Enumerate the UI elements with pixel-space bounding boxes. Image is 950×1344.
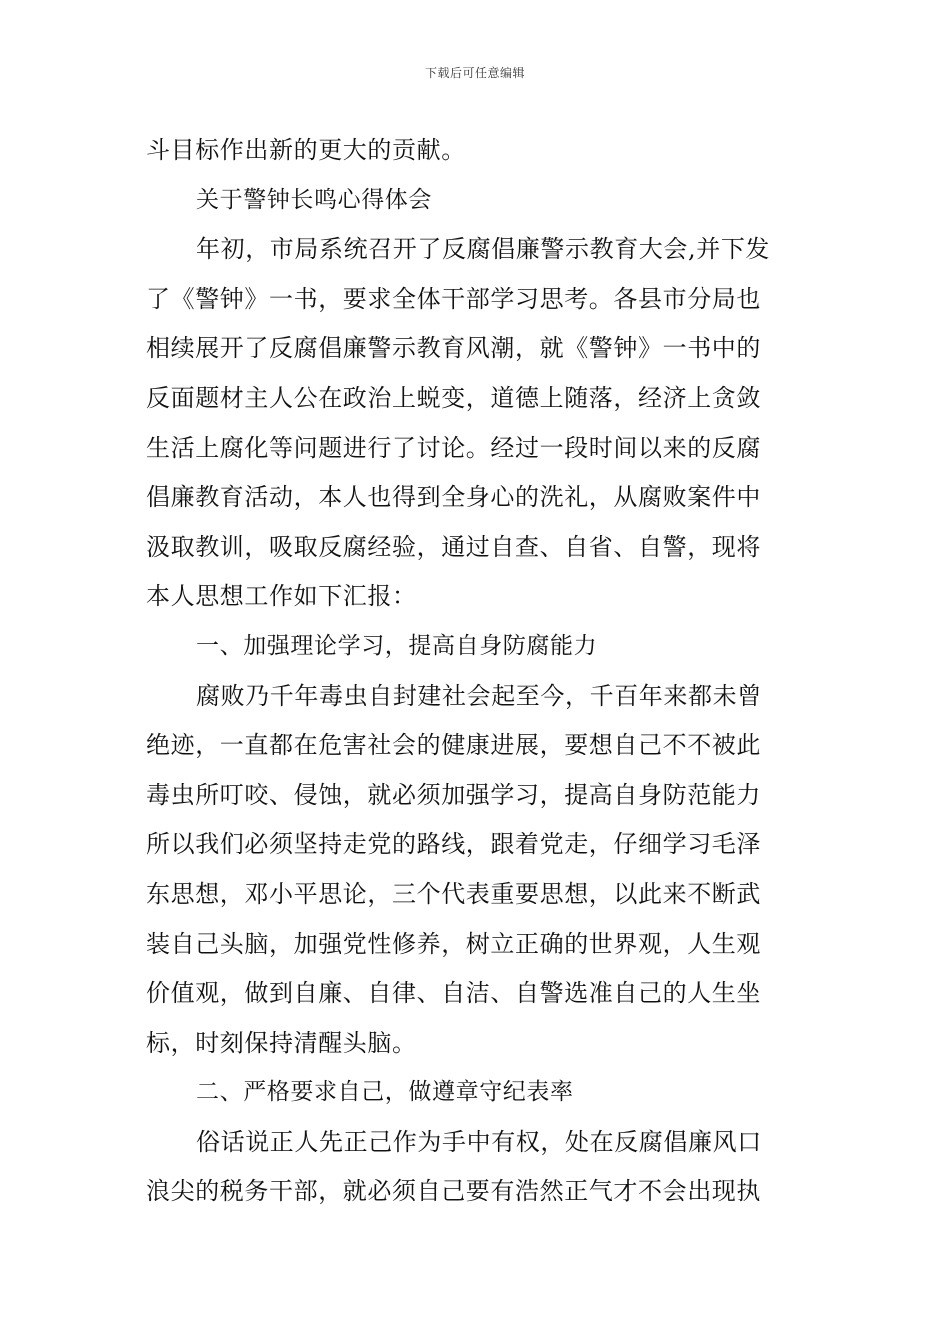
paragraph-line: 生活上腐化等问题进行了讨论。经过一段时间以来的反腐: [146, 433, 761, 462]
paragraph-line: 浪尖的税务干部，就必须自己要有浩然正气才不会出现执: [146, 1177, 761, 1206]
section-heading: 二、严格要求自己，做遵章守纪表率: [196, 1079, 574, 1106]
paragraph-line: 装自己头脑，加强党性修养，树立正确的世界观，人生观: [146, 929, 761, 958]
paragraph-line: 相续展开了反腐倡廉警示教育风潮，就《警钟》一书中的: [146, 334, 761, 363]
section-heading: 关于警钟长鸣心得体会: [196, 186, 432, 213]
paragraph-line: 汲取教训，吸取反腐经验，通过自查、自省、自警，现将: [146, 532, 761, 561]
document-body: [146, 126, 808, 1217]
paragraph-line: 反面题材主人公在政治上蜕变，道德上随落，经济上贪敛: [146, 383, 761, 412]
page-header: 下载后可任意编辑: [424, 66, 525, 80]
paragraph-line: 东思想，邓小平思论，三个代表重要思想，以此来不断武: [146, 879, 761, 908]
paragraph-line: 毒虫所叮咬、侵蚀，就必须加强学习，提高自身防范能力: [146, 780, 761, 809]
paragraph-line: 倡廉教育活动，本人也得到全身心的洗礼，从腐败案件中: [146, 483, 761, 512]
paragraph-line: 腐败乃千年毒虫自封建社会起至今，千百年来都未曾: [196, 681, 762, 710]
paragraph-line: 年初，市局系统召开了反腐倡廉警示教育大会,并下发: [196, 235, 771, 264]
paragraph-line: 所以我们必须坚持走党的路线，跟着党走，仔细学习毛泽: [146, 830, 761, 859]
paragraph-line: 了《警钟》一书，要求全体干部学习思考。各县市分局也: [146, 284, 761, 313]
paragraph-line: 俗话说正人先正己作为手中有权，处在反腐倡廉风口: [196, 1127, 762, 1156]
section-heading: 一、加强理论学习，提高自身防腐能力: [196, 632, 598, 659]
paragraph-line: 本人思想工作如下汇报：: [146, 582, 417, 611]
paragraph-line: 标，时刻保持清醒头脑。: [146, 1028, 417, 1057]
paragraph-line: 价值观，做到自廉、自律、自洁、自警选准自己的人生坐: [146, 979, 761, 1008]
paragraph-line: 绝迹，一直都在危害社会的健康进展，要想自己不不被此: [146, 731, 761, 760]
paragraph-line: 斗目标作出新的更大的贡献。: [146, 136, 466, 164]
